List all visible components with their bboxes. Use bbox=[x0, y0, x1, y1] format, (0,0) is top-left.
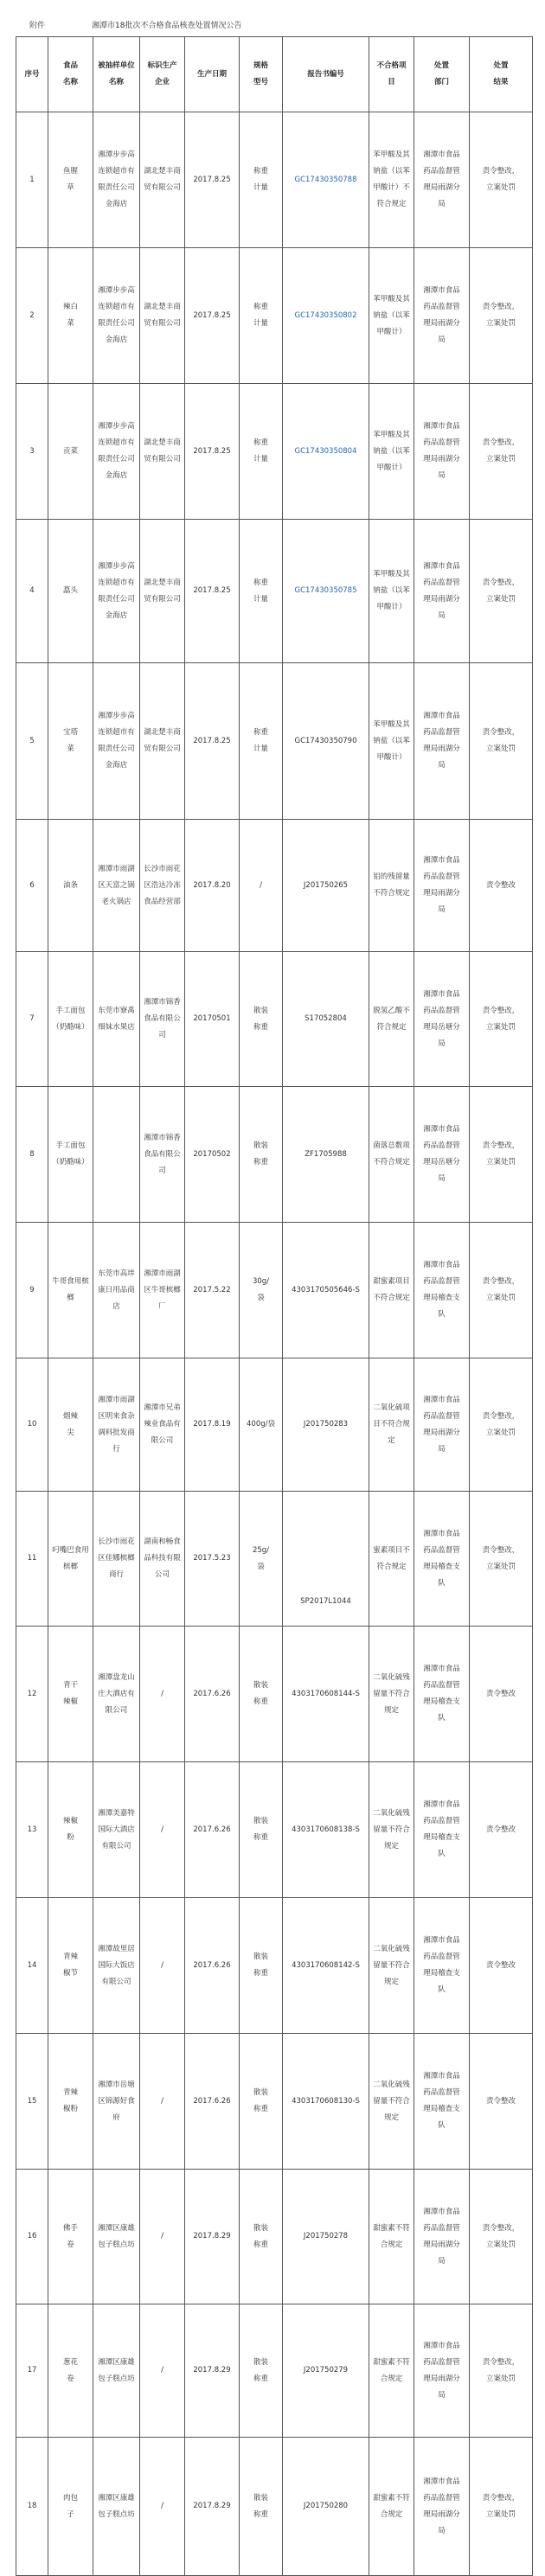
cell-item: 二氧化硫残留量不符合规定 bbox=[369, 2034, 414, 2170]
cell-result: 责令整改 bbox=[470, 820, 533, 952]
cell-date: 2017.6.26 bbox=[185, 1627, 240, 1762]
cell-report: J201750278 bbox=[283, 2170, 369, 2304]
cell-result: 责令整改 bbox=[470, 1627, 533, 1762]
cell-producer: 湖北楚丰商贸有限公司 bbox=[140, 248, 185, 384]
cell-no: 9 bbox=[16, 1223, 48, 1358]
cell-inspected: 湘潭盘龙山庄大酒店有限公司 bbox=[93, 1627, 140, 1762]
table-row bbox=[16, 1358, 533, 1492]
cell-inspected: 湘潭美嘉特国际大酒店有限公司 bbox=[93, 1762, 140, 1898]
cell-dept: 湘潭市食品药品监督管理局岳塘分局 bbox=[414, 1087, 470, 1223]
cell-producer: 湖北楚丰商贸有限公司 bbox=[140, 384, 185, 520]
cell-inspected: 湘潭步步高连锁超市有限责任公司金海店 bbox=[93, 248, 140, 384]
table-row bbox=[16, 112, 533, 248]
cell-dept: 湘潭市食品药品监督管理局稽查支队 bbox=[414, 1898, 470, 2034]
cell-report: 4303170608142-S bbox=[283, 1898, 369, 2034]
cell-inspected: 湘潭市雨湖区明来食杂调料批发商行 bbox=[93, 1358, 140, 1492]
report-link[interactable]: GC17430350804 bbox=[283, 384, 369, 520]
cell-inspected: 湘潭市雨湖区天富之锅老火锅店 bbox=[93, 820, 140, 952]
cell-no: 7 bbox=[16, 952, 48, 1087]
cell-no: 10 bbox=[16, 1358, 48, 1492]
header-dept: 处置部门 bbox=[414, 37, 470, 112]
cell-result: 责令整改，立案处罚 bbox=[470, 1087, 533, 1223]
cell-inspected bbox=[93, 1087, 140, 1223]
table-row bbox=[16, 520, 533, 663]
header-food: 食品名称 bbox=[48, 37, 93, 112]
cell-item: 铝的残留量不符合规定 bbox=[369, 820, 414, 952]
cell-food: 佛手卷 bbox=[48, 2170, 93, 2304]
cell-item: 二氧化硫项目不符合规定 bbox=[369, 1358, 414, 1492]
cell-no: 15 bbox=[16, 2034, 48, 2170]
cell-item: 苯甲酸及其钠盐（以苯甲酸计） bbox=[369, 384, 414, 520]
report-link[interactable]: GC17430350802 bbox=[283, 248, 369, 384]
cell-report: J201750279 bbox=[283, 2304, 369, 2438]
cell-producer: 湖北楚丰商贸有限公司 bbox=[140, 112, 185, 248]
header-date: 生产日期 bbox=[185, 37, 240, 112]
header-result: 处置结果 bbox=[470, 37, 533, 112]
cell-no: 5 bbox=[16, 663, 48, 820]
cell-dept: 湘潭市食品药品监督管理局雨湖分局 bbox=[414, 663, 470, 820]
cell-item: 苯甲酸及其钠盐（以苯甲酸计） bbox=[369, 663, 414, 820]
cell-date: 2017.6.26 bbox=[185, 1762, 240, 1898]
cell-no: 11 bbox=[16, 1492, 48, 1627]
cell-date: 20170501 bbox=[185, 952, 240, 1087]
cell-report: 4303170608130-S bbox=[283, 2034, 369, 2170]
cell-producer: 湘潭市兄弟辣业食品有限公司 bbox=[140, 1358, 185, 1492]
cell-result: 责令整改，立案处罚 bbox=[470, 1358, 533, 1492]
cell-dept: 湘潭市食品药品监督管理局雨湖分局 bbox=[414, 1358, 470, 1492]
cell-dept: 湘潭市食品药品监督管理局雨湖分局 bbox=[414, 112, 470, 248]
cell-date: 2017.8.29 bbox=[185, 2170, 240, 2304]
cell-no: 3 bbox=[16, 384, 48, 520]
cell-result: 责令整改，立案处罚 bbox=[470, 663, 533, 820]
cell-result: 责令整改 bbox=[470, 1762, 533, 1898]
cell-result: 责令整改，立案处罚 bbox=[470, 2438, 533, 2576]
cell-result: 责令整改，立案处罚 bbox=[470, 2304, 533, 2438]
cell-no: 1 bbox=[16, 112, 48, 248]
cell-spec: 25g/袋 bbox=[240, 1492, 283, 1627]
table-row bbox=[16, 2438, 533, 2576]
cell-producer: 湖北楚丰商贸有限公司 bbox=[140, 520, 185, 663]
cell-producer: / bbox=[140, 1898, 185, 2034]
cell-spec: 散装称重 bbox=[240, 2034, 283, 2170]
cell-result: 责令整改，立案处罚 bbox=[470, 1492, 533, 1627]
cell-item: 苯甲酸及其钠盐（以苯甲酸计） bbox=[369, 248, 414, 384]
cell-food: 手工面包（奶酪味） bbox=[48, 952, 93, 1087]
cell-item: 脱氢乙酸不符合规定 bbox=[369, 952, 414, 1087]
cell-food: 手工面包（奶酪味） bbox=[48, 1087, 93, 1223]
table-row bbox=[16, 2170, 533, 2304]
cell-result: 责令整改，立案处罚 bbox=[470, 2170, 533, 2304]
cell-inspected: 湘潭故里居国际大饭店有限公司 bbox=[93, 1898, 140, 2034]
table-header-row bbox=[16, 37, 533, 112]
cell-no: 18 bbox=[16, 2438, 48, 2576]
cell-spec: 散装称重 bbox=[240, 952, 283, 1087]
cell-food: 青干辣椒 bbox=[48, 1627, 93, 1762]
header-report: 报告书编号 bbox=[283, 37, 369, 112]
table-row bbox=[16, 384, 533, 520]
table-row bbox=[16, 820, 533, 952]
cell-dept: 湘潭市食品药品监督管理局雨湖分局 bbox=[414, 248, 470, 384]
cell-item: 甜蜜素项目不符合规定 bbox=[369, 1223, 414, 1358]
table-row bbox=[16, 2304, 533, 2438]
table-row bbox=[16, 1762, 533, 1898]
cell-food: 宝塔菜 bbox=[48, 663, 93, 820]
cell-producer: / bbox=[140, 1762, 185, 1898]
cell-dept: 湘潭市食品药品监督管理局稽查支队 bbox=[414, 1223, 470, 1358]
cell-date: 2017.8.20 bbox=[185, 820, 240, 952]
cell-result: 责令整改 bbox=[470, 1898, 533, 2034]
cell-spec: 称重计量 bbox=[240, 663, 283, 820]
cell-no: 17 bbox=[16, 2304, 48, 2438]
cell-spec: 散装称重 bbox=[240, 1762, 283, 1898]
cell-date: 2017.8.25 bbox=[185, 112, 240, 248]
table-row bbox=[16, 1898, 533, 2034]
cell-item: 二氧化硫残留量不符合规定 bbox=[369, 1627, 414, 1762]
table-row bbox=[16, 663, 533, 820]
cell-result: 责令整改，立案处罚 bbox=[470, 952, 533, 1087]
cell-spec: 称重计量 bbox=[240, 248, 283, 384]
cell-food: 烟辣尖 bbox=[48, 1358, 93, 1492]
cell-report: SP2017L1044 bbox=[283, 1492, 369, 1627]
cell-item: 二氧化硫残留量不符合规定 bbox=[369, 1762, 414, 1898]
cell-item: 菌落总数项不符合规定 bbox=[369, 1087, 414, 1223]
cell-dept: 湘潭市食品药品监督管理局雨湖分局 bbox=[414, 384, 470, 520]
cell-no: 13 bbox=[16, 1762, 48, 1898]
report-link[interactable]: GC17430350788 bbox=[283, 112, 369, 248]
cell-inspected: 湘潭步步高连锁超市有限责任公司金海店 bbox=[93, 384, 140, 520]
cell-item: 蜜素项目不符合规定 bbox=[369, 1492, 414, 1627]
cell-result: 责令整改，立案处罚 bbox=[470, 248, 533, 384]
cell-inspected: 东莞市寮禹细妹水果店 bbox=[93, 952, 140, 1087]
cell-result: 责令整改，立案处罚 bbox=[470, 384, 533, 520]
cell-inspected: 湘潭步步高连锁超市有限责任公司金海店 bbox=[93, 112, 140, 248]
cell-producer: / bbox=[140, 2034, 185, 2170]
cell-spec: 称重计量 bbox=[240, 384, 283, 520]
cell-date: 20170502 bbox=[185, 1087, 240, 1223]
cell-spec: 散装称重 bbox=[240, 2438, 283, 2576]
cell-no: 2 bbox=[16, 248, 48, 384]
header-no: 序号 bbox=[16, 37, 48, 112]
cell-date: 2017.8.29 bbox=[185, 2304, 240, 2438]
cell-producer: / bbox=[140, 2304, 185, 2438]
cell-item: 甜蜜素不符合规定 bbox=[369, 2304, 414, 2438]
inspection-results-table bbox=[16, 36, 533, 2576]
table-row bbox=[16, 1492, 533, 1627]
cell-producer: 长沙市雨花区浩达冷冻食品经营部 bbox=[140, 820, 185, 952]
cell-dept: 湘潭市食品药品监督管理局稽查支队 bbox=[414, 2034, 470, 2170]
cell-date: 2017.5.22 bbox=[185, 1223, 240, 1358]
page-title: 湘潭市18批次不合格食品核查处置情况公告 bbox=[92, 22, 242, 30]
cell-report: 4303170608144-S bbox=[283, 1627, 369, 1762]
cell-inspected: 长沙市雨花区佳娜槟榔商行 bbox=[93, 1492, 140, 1627]
cell-date: 2017.8.19 bbox=[185, 1358, 240, 1492]
cell-producer: / bbox=[140, 2438, 185, 2576]
table-row bbox=[16, 952, 533, 1087]
cell-date: 2017.5.23 bbox=[185, 1492, 240, 1627]
cell-report: 4303170505646-S bbox=[283, 1223, 369, 1358]
table-row bbox=[16, 2034, 533, 2170]
cell-date: 2017.8.29 bbox=[185, 2438, 240, 2576]
cell-no: 6 bbox=[16, 820, 48, 952]
cell-spec: 400g/袋 bbox=[240, 1358, 283, 1492]
cell-date: 2017.8.25 bbox=[185, 520, 240, 663]
cell-date: 2017.8.25 bbox=[185, 663, 240, 820]
cell-inspected: 湘潭区康雄包子糕点坊 bbox=[93, 2438, 140, 2576]
cell-spec: 散装称重 bbox=[240, 1087, 283, 1223]
cell-result: 责令整改，立案处罚 bbox=[470, 112, 533, 248]
cell-result: 责令整改，立案处罚 bbox=[470, 520, 533, 663]
cell-report: GC17430350790 bbox=[283, 663, 369, 820]
cell-food: 肉包子 bbox=[48, 2438, 93, 2576]
cell-producer: / bbox=[140, 1627, 185, 1762]
cell-no: 4 bbox=[16, 520, 48, 663]
header-producer: 标识生产企业 bbox=[140, 37, 185, 112]
table-row bbox=[16, 1627, 533, 1762]
cell-producer: / bbox=[140, 2170, 185, 2304]
cell-food: 牛哥食用槟榔 bbox=[48, 1223, 93, 1358]
cell-spec: 称重计量 bbox=[240, 112, 283, 248]
cell-report: J201750280 bbox=[283, 2438, 369, 2576]
cell-inspected: 湘潭区康雄包子糕点坊 bbox=[93, 2304, 140, 2438]
cell-report: ZF1705988 bbox=[283, 1087, 369, 1223]
cell-item: 二氧化硫残留量不符合规定 bbox=[369, 1898, 414, 2034]
cell-dept: 湘潭市食品药品监督管理局雨湖分局 bbox=[414, 520, 470, 663]
cell-dept: 湘潭市食品药品监督管理局岳塘分局 bbox=[414, 952, 470, 1087]
cell-item: 甜蜜素不符合规定 bbox=[369, 2170, 414, 2304]
cell-spec: 散装称重 bbox=[240, 1627, 283, 1762]
cell-spec: 称重计量 bbox=[240, 520, 283, 663]
cell-date: 2017.6.26 bbox=[185, 1898, 240, 2034]
cell-spec: 30g/袋 bbox=[240, 1223, 283, 1358]
cell-dept: 湘潭市食品药品监督管理局雨湖分局 bbox=[414, 820, 470, 952]
cell-date: 2017.8.25 bbox=[185, 248, 240, 384]
cell-date: 2017.6.26 bbox=[185, 2034, 240, 2170]
attachment-label: 附件 bbox=[29, 22, 46, 30]
cell-producer: 湖南和畅食品科技有限公司 bbox=[140, 1492, 185, 1627]
cell-producer: 湘潭市锦香食品有限公司 bbox=[140, 1087, 185, 1223]
cell-dept: 湘潭市食品药品监督管理局雨湖分局 bbox=[414, 2438, 470, 2576]
cell-food: 叼嘴巴食用槟榔 bbox=[48, 1492, 93, 1627]
cell-dept: 湘潭市食品药品监督管理局雨湖分局 bbox=[414, 2304, 470, 2438]
cell-food: 油条 bbox=[48, 820, 93, 952]
cell-producer: 湖北楚丰商贸有限公司 bbox=[140, 663, 185, 820]
cell-result: 责令整改，立案处罚 bbox=[470, 1223, 533, 1358]
cell-food: 贡菜 bbox=[48, 384, 93, 520]
cell-item: 甜蜜素不符合规定 bbox=[369, 2438, 414, 2576]
cell-result: 责令整改 bbox=[470, 2034, 533, 2170]
cell-item: 苯甲酸及其钠盐（以苯甲酸计）不符合规定 bbox=[369, 112, 414, 248]
cell-producer: 湘潭市锦香食品有限公司 bbox=[140, 952, 185, 1087]
table-row bbox=[16, 1223, 533, 1358]
cell-food: 辣白菜 bbox=[48, 248, 93, 384]
cell-dept: 湘潭市食品药品监督管理局雨湖分局 bbox=[414, 2170, 470, 2304]
cell-food: 青辣椒节 bbox=[48, 1898, 93, 2034]
cell-report: S17052804 bbox=[283, 952, 369, 1087]
cell-spec: 散装称重 bbox=[240, 2304, 283, 2438]
report-link[interactable]: GC17430350785 bbox=[283, 520, 369, 663]
cell-dept: 湘潭市食品药品监督管理局稽查支队 bbox=[414, 1492, 470, 1627]
cell-item: 苯甲酸及其钠盐（以苯甲酸计） bbox=[369, 520, 414, 663]
cell-dept: 湘潭市食品药品监督管理局稽查支队 bbox=[414, 1627, 470, 1762]
cell-producer: 湘潭市雨湖区牛哥槟榔厂 bbox=[140, 1223, 185, 1358]
cell-food: 辣椒粉 bbox=[48, 1762, 93, 1898]
header-spec: 规格型号 bbox=[240, 37, 283, 112]
cell-food: 青辣椒粉 bbox=[48, 2034, 93, 2170]
cell-spec: 散装称重 bbox=[240, 2170, 283, 2304]
cell-no: 12 bbox=[16, 1627, 48, 1762]
cell-food: 葱花卷 bbox=[48, 2304, 93, 2438]
cell-report: J201750283 bbox=[283, 1358, 369, 1492]
cell-spec: / bbox=[240, 820, 283, 952]
table-row bbox=[16, 248, 533, 384]
header-item: 不合格项目 bbox=[369, 37, 414, 112]
cell-food: 藠头 bbox=[48, 520, 93, 663]
cell-food: 鱼腥草 bbox=[48, 112, 93, 248]
cell-report: J201750265 bbox=[283, 820, 369, 952]
header-inspected: 被抽样单位名称 bbox=[93, 37, 140, 112]
cell-inspected: 湘潭区康雄包子糕点坊 bbox=[93, 2170, 140, 2304]
cell-no: 16 bbox=[16, 2170, 48, 2304]
cell-inspected: 东莞市高埗康日用品商店 bbox=[93, 1223, 140, 1358]
document-header bbox=[0, 0, 545, 35]
cell-spec: 散装称重 bbox=[240, 1898, 283, 2034]
cell-report: 4303170608138-S bbox=[283, 1762, 369, 1898]
table-row bbox=[16, 1087, 533, 1223]
cell-no: 8 bbox=[16, 1087, 48, 1223]
cell-dept: 湘潭市食品药品监督管理局稽查支队 bbox=[414, 1762, 470, 1898]
cell-no: 14 bbox=[16, 1898, 48, 2034]
cell-inspected: 湘潭步步高连锁超市有限责任公司金海店 bbox=[93, 520, 140, 663]
cell-date: 2017.8.25 bbox=[185, 384, 240, 520]
cell-inspected: 湘潭市岳塘区锦源好食府 bbox=[93, 2034, 140, 2170]
cell-inspected: 湘潭步步高连锁超市有限责任公司金海店 bbox=[93, 663, 140, 820]
